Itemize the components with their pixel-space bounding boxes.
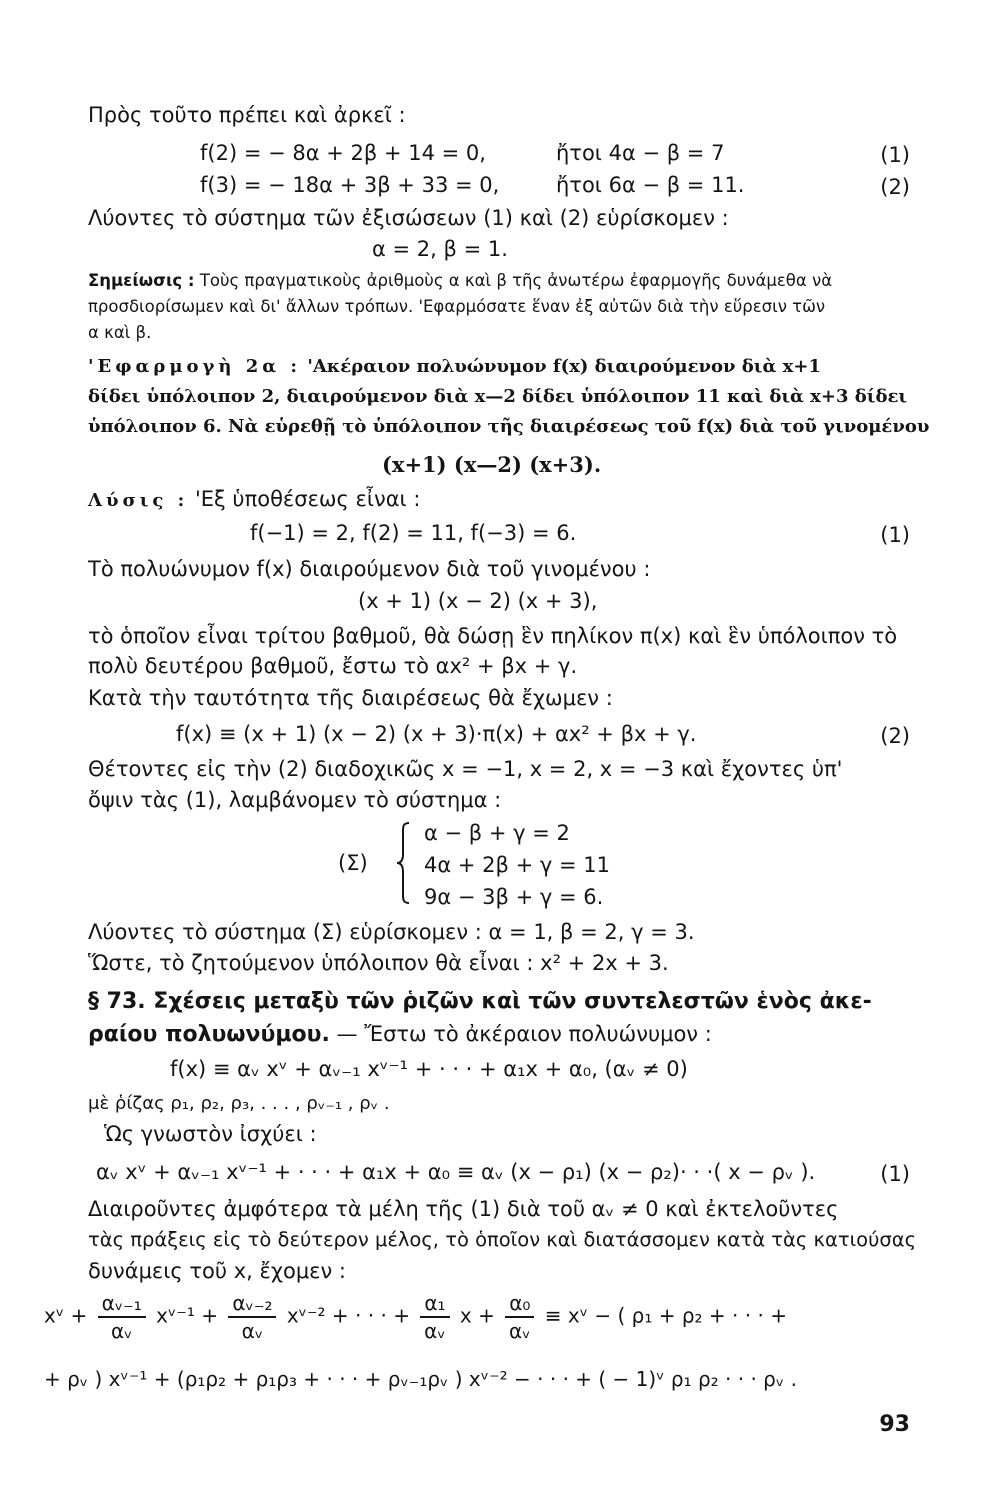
- equation: f(−1) = 2, f(2) = 11, f(−3) = 6.: [250, 521, 577, 545]
- equation-number: (1): [880, 523, 910, 547]
- section-title: § 73. Σχέσεις μεταξὺ τῶν ῥιζῶν καὶ τῶν συντελεστῶν ἑνὸς ἀκε-: [88, 989, 872, 1014]
- page-number: 93: [879, 1412, 910, 1437]
- equation-number: (1): [880, 143, 910, 167]
- text-line: τὰς πράξεις εἰς τὸ δεύτερον μέλος, τὸ ὁποῖον καὶ διατάσσομεν κατὰ τὰς κατιούσας: [88, 1228, 917, 1251]
- brace-icon: [396, 822, 410, 904]
- fraction: $\frac{\text{αᵥ₋₁}}{\text{αᵥ}}$: [98, 1290, 146, 1344]
- text-line: Ὡς γνωστὸν ἰσχύει :: [104, 1122, 317, 1146]
- application-line: δίδει ὑπόλοιπον 2, διαιρούμενον διὰ x—2 δίδει ὑπόλοιπον 11 καὶ διὰ x+3 δίδει: [88, 386, 908, 407]
- fraction: $\frac{\text{α₁}}{\text{αᵥ}}$: [420, 1290, 449, 1344]
- text-line: Τὸ πολυώνυμον f(x) διαιρούμενον διὰ τοῦ γινομένου :: [88, 557, 651, 581]
- equation-number: (1): [880, 1162, 910, 1186]
- note-line: Σημείωσις : Τοὺς πραγματικοὺς ἀριθμοὺς α καὶ β τῆς ἀνωτέρω ἐφαρμογῆς δυνάμεθα νὰ: [88, 271, 833, 290]
- equation-number: (2): [880, 175, 910, 199]
- application-label: 'Εφαρμογὴ 2α :: [88, 356, 302, 377]
- system-label: (Σ): [338, 851, 368, 875]
- text-line: Λύοντες τὸ σύστημα τῶν ἐξισώσεων (1) καὶ (2) εὑρίσκομεν :: [88, 206, 729, 230]
- equation-left: f(2) = − 8α + 2β + 14 = 0,: [200, 141, 486, 165]
- equation-right: ἤτοι 4α − β = 7: [556, 141, 725, 165]
- text-line: Κατὰ τὴν ταυτότητα τῆς διαιρέσεως θὰ ἔχωμεν :: [88, 686, 613, 710]
- system-equation: 4α + 2β + γ = 11: [424, 853, 610, 877]
- text-line: Διαιροῦντες ἀμφότερα τὰ μέλη τῆς (1) διὰ τοῦ αᵥ ≠ 0 καὶ ἐκτελοῦντες: [88, 1197, 839, 1221]
- equation: (x + 1) (x − 2) (x + 3),: [358, 589, 598, 613]
- equation: α = 2, β = 1.: [372, 237, 508, 261]
- solution-line: Λύσις : 'Εξ ὑποθέσεως εἶναι :: [88, 487, 421, 511]
- section-title: ραίου πολυωνύμου.: [88, 1022, 330, 1047]
- equation-number: (2): [880, 724, 910, 748]
- equation-right: ἤτοι 6α − β = 11.: [556, 173, 745, 197]
- solution-label: Λύσις :: [88, 490, 189, 511]
- text-line: Θέτοντες εἰς τὴν (2) διαδοχικῶς x = −1, x = 2, x = −3 καὶ ἔχοντες ὑπ': [88, 757, 843, 781]
- text-line: Ὥστε, τὸ ζητούμενον ὑπόλοιπον θὰ εἶναι : x² + 2x + 3.: [88, 951, 669, 975]
- text-line: τὸ ὁποῖον εἶναι τρίτου βαθμοῦ, θὰ δώσῃ ἓν πηλίκον π(x) καὶ ἓν ὑπόλοιπον τὸ: [88, 624, 898, 648]
- equation: f(x) ≡ αᵥ xᵛ + αᵥ₋₁ xᵛ⁻¹ + · · · + α₁x + α₀, (αᵥ ≠ 0): [170, 1057, 688, 1081]
- equation-left: f(3) = − 18α + 3β + 33 = 0,: [200, 173, 500, 197]
- system-equation: 9α − 3β + γ = 6.: [424, 885, 604, 909]
- text-line: πολὺ δευτέρου βαθμοῦ, ἔστω τὸ αx² + βx + γ.: [88, 654, 578, 678]
- fraction: $\frac{\text{α₀}}{\text{αᵥ}}$: [505, 1290, 534, 1344]
- application-line: ὑπόλοιπον 6. Νὰ εὑρεθῇ τὸ ὑπόλοιπον τῆς διαιρέσεως τοῦ f(x) διὰ τοῦ γινομένου: [88, 416, 930, 437]
- fraction-equation: xᵛ + $\frac{\text{αᵥ₋₁}}{\text{αᵥ}}$ xᵛ⁻¹ + $\frac{\text{αᵥ₋₂}}{\text{αᵥ}}$ xᵛ⁻² + · · · + $\frac{\text{α₁}}{\text{αᵥ}}$ x + $\frac{\text{α₀}}{\text{αᵥ}}$ ≡ xᵛ − ( ρ₁ + ρ₂ + · · · +: [44, 1291, 787, 1343]
- note-line: προσδιορίσωμεν καὶ δι' ἄλλων τρόπων. 'Εφαρμόσατε ἕναν ἐξ αὐτῶν διὰ τὴν εὕρεσιν τῶν: [88, 297, 826, 316]
- equation: αᵥ xᵛ + αᵥ₋₁ xᵛ⁻¹ + · · · + α₁x + α₀ ≡ αᵥ (x − ρ₁) (x − ρ₂)· · ·( x − ρᵥ ).: [96, 1160, 816, 1184]
- equation: + ρᵥ ) xᵛ⁻¹ + (ρ₁ρ₂ + ρ₁ρ₃ + · · · + ρᵥ₋₁ρᵥ ) xᵛ⁻² − · · · + ( − 1)ᵛ ρ₁ ρ₂ · · · ρᵥ .: [44, 1367, 797, 1391]
- equation: f(x) ≡ (x + 1) (x − 2) (x + 3)·π(x) + αx² + βx + γ.: [176, 722, 697, 746]
- text-line: ὄψιν τὰς (1), λαμβάνομεν τὸ σύστημα :: [88, 788, 502, 812]
- section-title-line: ραίου πολυωνύμου. — Ἔστω τὸ ἀκέραιον πολυώνυμον :: [88, 1022, 712, 1047]
- text-line: Λύοντες τὸ σύστημα (Σ) εὑρίσκομεν : α = 1, β = 2, γ = 3.: [88, 920, 695, 944]
- text-line: δυνάμεις τοῦ x, ἔχομεν :: [88, 1259, 347, 1283]
- text-line: Πρὸς τοῦτο πρέπει καὶ ἀρκεῖ :: [88, 103, 406, 127]
- fraction: $\frac{\text{αᵥ₋₂}}{\text{αᵥ}}$: [228, 1290, 276, 1344]
- text-line: μὲ ῥίζας ρ₁, ρ₂, ρ₃, . . . , ρᵥ₋₁ , ρᵥ .: [88, 1093, 390, 1114]
- application-line: 'Εφαρμογὴ 2α : 'Ακέραιον πολυώνυμον f(x) διαιρούμενον διὰ x+1: [88, 356, 821, 377]
- system-equation: α − β + γ = 2: [424, 821, 570, 845]
- note-label: Σημείωσις :: [88, 271, 195, 290]
- application-line: (x+1) (x—2) (x+3).: [382, 452, 602, 477]
- note-line: α καὶ β.: [88, 323, 152, 342]
